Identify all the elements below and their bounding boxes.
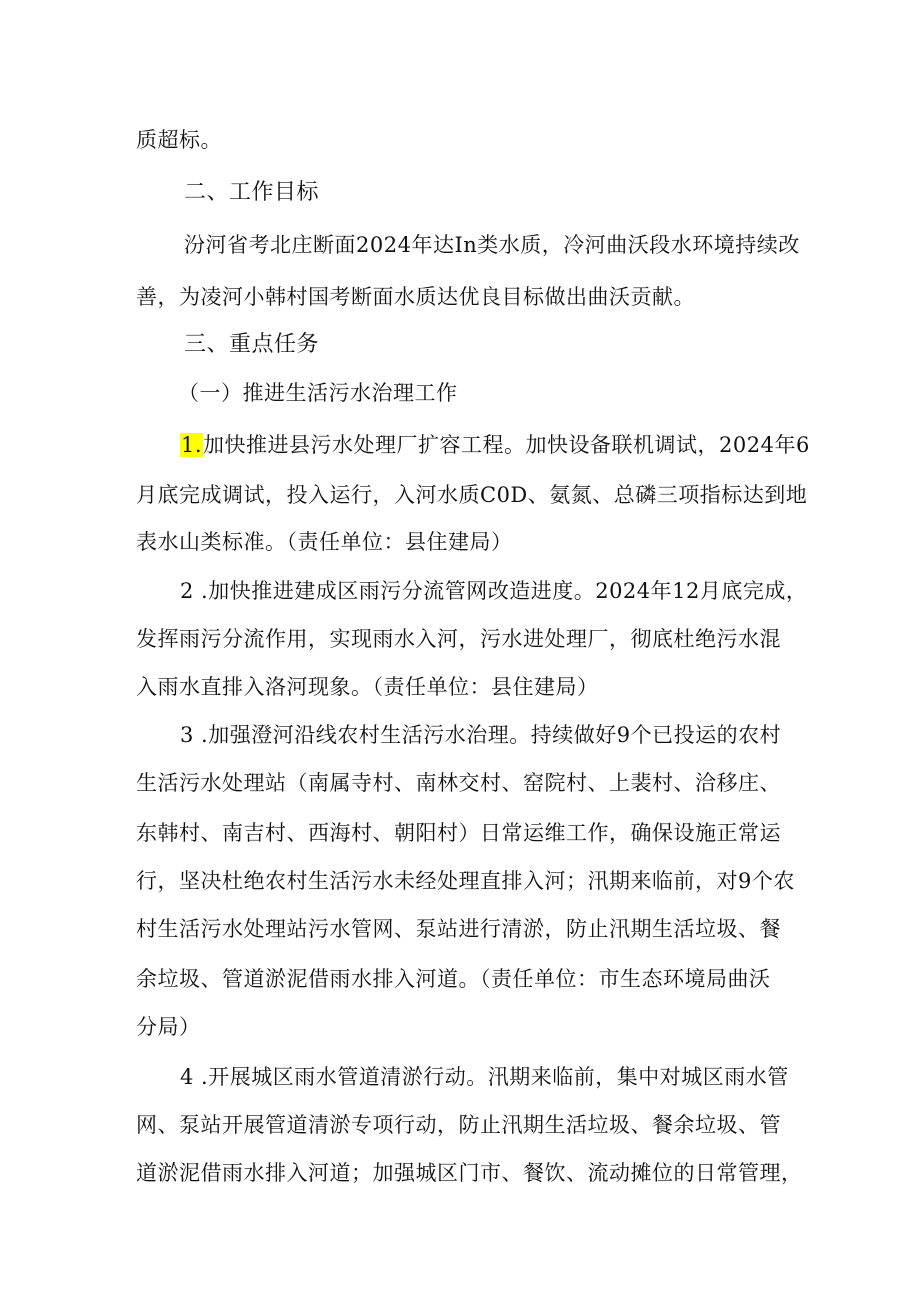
text-line: 行，坚决杜绝农村生活污水未经处理直排入河；汛期来临前，对9个农 [136, 869, 795, 893]
text-line: 4 .开展城区雨水管道清淤行动。汛期来临前，集中对城区雨水管 [180, 1065, 789, 1089]
text-line: 网、泵站开展管道清淤专项行动，防止汛期生活垃圾、餐余垃圾、管 [136, 1113, 781, 1137]
text-line: 月底完成调试，投入运行，入河水质C0D、氨氮、总磷三项指标达到地 [136, 483, 808, 507]
text-line: 道淤泥借雨水排入河道；加强城区门市、餐饮、流动摊位的日常管理， [136, 1161, 803, 1185]
text-line: 余垃圾、管道淤泥借雨水排入河道。（责任单位：市生态环境局曲沃 [136, 967, 771, 991]
text-line: 东韩村、南吉村、西海村、朝阳村）日常运维工作，确保设施正常运 [136, 821, 781, 845]
text-line: 3 .加强澄河沿线农村生活污水治理。持续做好9个已投运的农村 [180, 723, 782, 747]
text-line: 发挥雨污分流作用，实现雨水入河，污水进处理厂，彻底杜绝污水混 [136, 627, 781, 651]
text-line: 汾河省考北庄断面2024年达In类水质，冷河曲沃段水环境持续改 [184, 233, 800, 257]
text-line: 表水山类标准。（责任单位：县住建局） [136, 530, 513, 554]
text-line-content: 加快推进县污水处理厂扩容工程。加快设备联机调试，2024年6 [203, 433, 810, 457]
text-line: 生活污水处理站（南属寺村、南林交村、窑院村、上裴村、洽移庄、 [136, 771, 781, 795]
subsection-heading: （一）推进生活污水治理工作 [178, 381, 458, 405]
text-line: 2 .加快推进建成区雨污分流管网改造进度。2024年12月底完成， [180, 579, 808, 603]
text-line: 善，为凌河小韩村国考断面水质达优良目标做出曲沃贡献。 [136, 285, 695, 309]
text-line: 分局） [136, 1015, 201, 1039]
text-line: 入雨水直排入洛河现象。（责任单位：县住建局） [136, 675, 599, 699]
section-heading-tasks: 三、重点任务 [184, 332, 320, 357]
text-line: 质超标。 [136, 128, 222, 152]
text-line: 村生活污水处理站污水管网、泵站进行清淤，防止汛期生活垃圾、餐 [136, 917, 781, 941]
highlighted-item-number: 1. [181, 433, 203, 457]
section-heading-goals: 二、工作目标 [184, 180, 320, 205]
text-line [180, 430, 810, 460]
